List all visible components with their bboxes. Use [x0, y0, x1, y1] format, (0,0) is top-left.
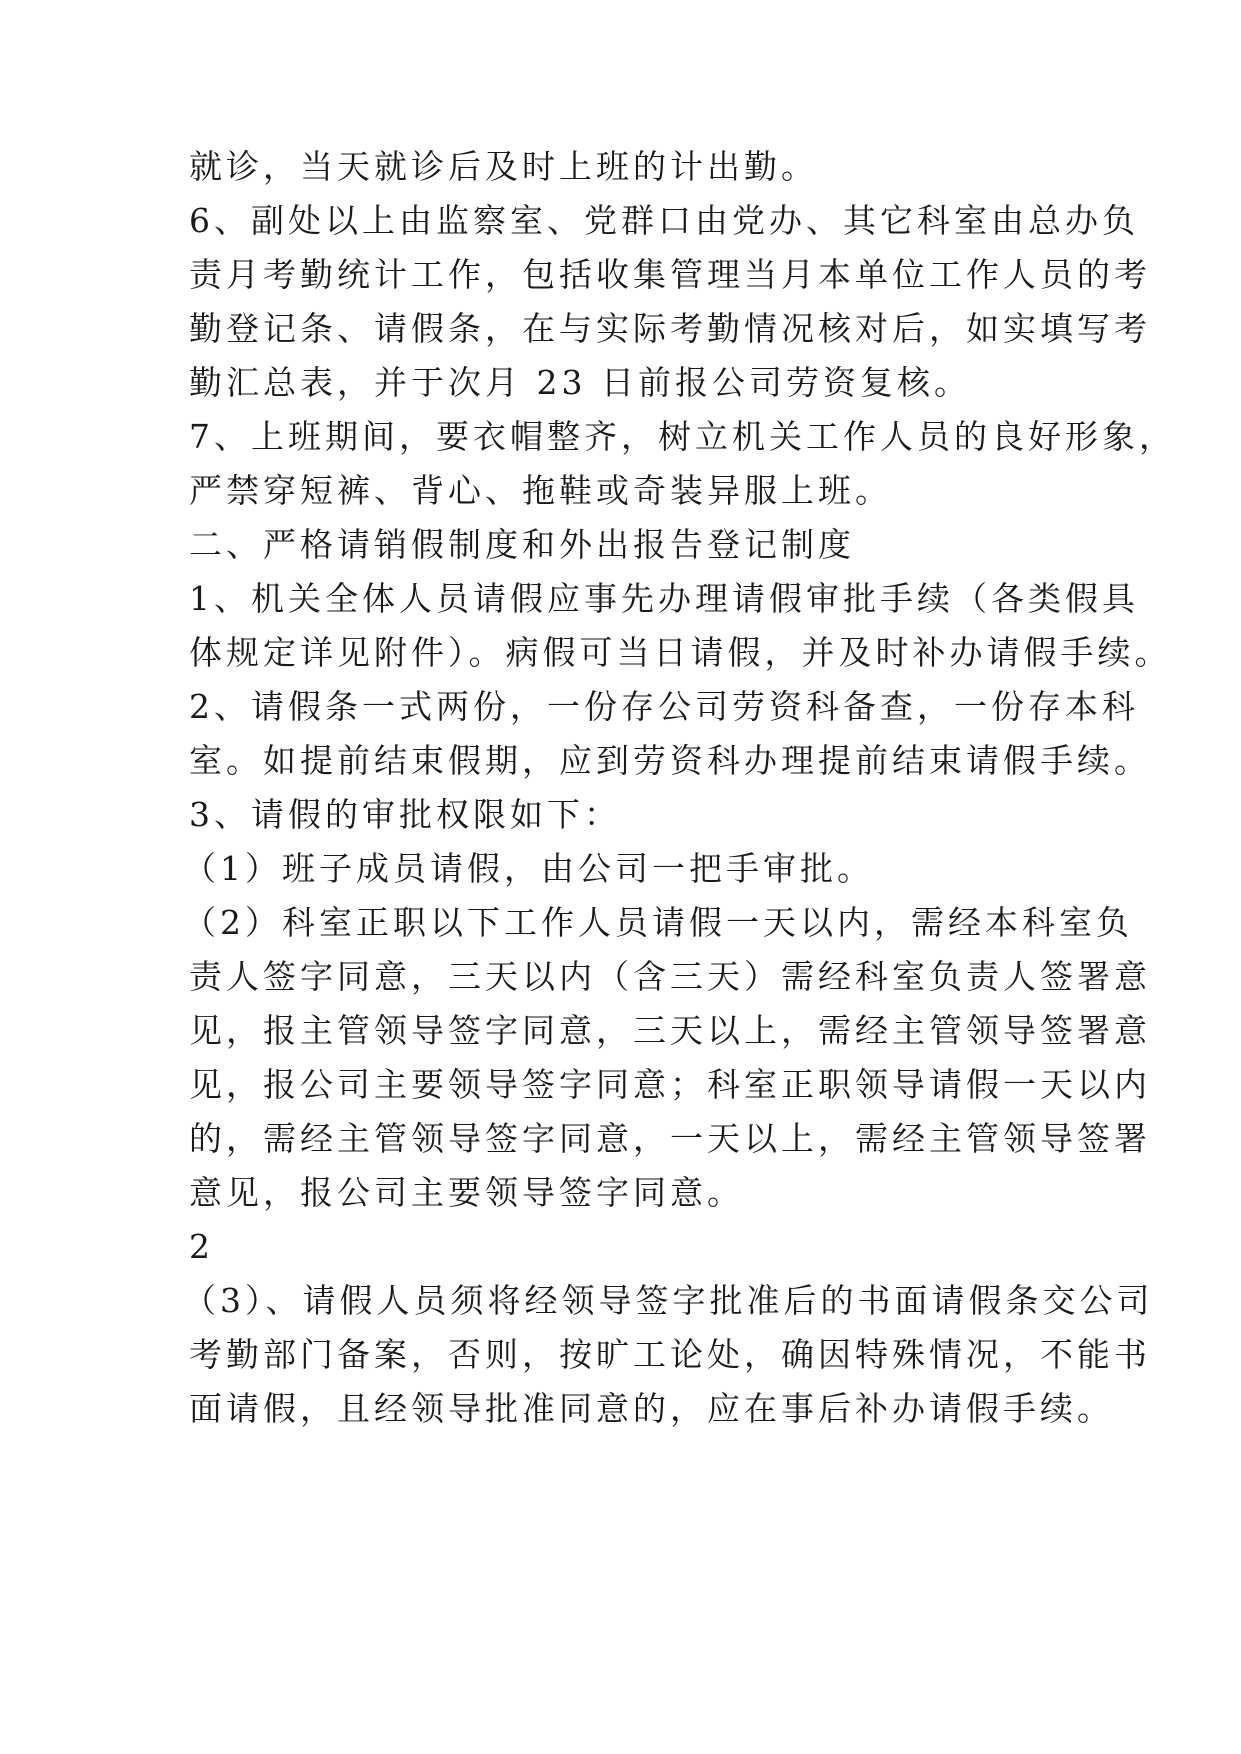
text-line: （1）班子成员请假，由公司一把手审批。: [183, 849, 874, 888]
text-line: 严禁穿短裤、背心、拖鞋或奇装异服上班。: [189, 471, 892, 510]
text-line: （2）科室正职以下工作人员请假一天以内，需经本科室负: [183, 903, 1133, 942]
text-line: 勤汇总表，并于次月 23 日前报公司劳资复核。: [189, 363, 971, 402]
text-line: 的，需经主管领导签字同意，一天以上，需经主管领导签署: [189, 1119, 1151, 1158]
text-line: 6、副处以上由监察室、党群口由党办、其它科室由总办负: [189, 201, 1139, 240]
text-line: 2、请假条一式两份，一份存公司劳资科备查，一份存本科: [189, 687, 1139, 726]
text-line: 体规定详见附件）。病假可当日请假，并及时补办请假手续。: [189, 633, 1172, 672]
text-line: 见，报公司主要领导签字同意；科室正职领导请假一天以内: [189, 1065, 1151, 1104]
text-line: 7、上班期间，要衣帽整齐，树立机关工作人员的良好形象，: [189, 417, 1176, 456]
text-line: 意见，报公司主要领导签字同意。: [189, 1173, 744, 1212]
text-line: 1、机关全体人员请假应事先办理请假审批手续（各类假具: [189, 579, 1139, 618]
text-line: 勤登记条、请假条，在与实际考勤情况核对后，如实填写考: [189, 309, 1151, 348]
text-line: 责人签字同意，三天以内（含三天）需经科室负责人签署意: [189, 957, 1151, 996]
text-line: （3）、请假人员须将经领导签字批准后的书面请假条交公司: [183, 1281, 1154, 1320]
text-line: 见，报主管领导签字同意，三天以上，需经主管领导签署意: [189, 1011, 1151, 1050]
page-number: 2: [189, 1227, 214, 1266]
text-line: 就诊，当天就诊后及时上班的计出勤。: [189, 147, 818, 186]
section-heading: 二、严格请销假制度和外出报告登记制度: [189, 525, 855, 564]
text-line: 室。如提前结束假期，应到劳资科办理提前结束请假手续。: [189, 741, 1151, 780]
text-line: 考勤部门备案，否则，按旷工论处，确因特殊情况，不能书: [189, 1335, 1151, 1374]
text-line: 责月考勤统计工作，包括收集管理当月本单位工作人员的考: [189, 255, 1151, 294]
text-line: 面请假，且经领导批准同意的，应在事后补办请假手续。: [189, 1389, 1114, 1428]
text-line: 3、请假的审批权限如下：: [189, 795, 621, 834]
